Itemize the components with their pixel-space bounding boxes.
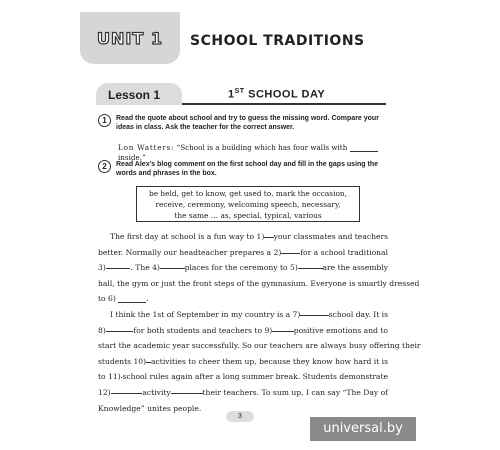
word-box-line: receive, ceremony, welcoming speech, necessary, <box>155 200 341 209</box>
text-segment: to 11) <box>98 372 121 382</box>
text-segment: 12) <box>98 387 111 397</box>
gap-blank[interactable] <box>106 323 134 332</box>
lesson-heading-num: 1 <box>228 88 235 101</box>
unit-tab <box>80 12 180 64</box>
word-box-line: be held, get to know, get used to, mark the occasion, <box>148 189 348 198</box>
text-segment: activities to cheer them up, because they know how hard it is <box>151 356 388 366</box>
gap-blank[interactable] <box>272 323 293 332</box>
gap-blank[interactable] <box>281 245 300 254</box>
text-segment: for both students and teachers to 9) <box>133 325 273 335</box>
text-segment: . <box>146 294 149 304</box>
text-line <box>98 323 388 339</box>
text-segment: 3) <box>98 263 106 273</box>
task-number: 1 <box>98 114 111 127</box>
gap-blank[interactable] <box>300 307 328 316</box>
text-line <box>98 369 388 385</box>
text-line <box>98 245 388 261</box>
lesson-heading-sup: ST <box>234 88 245 95</box>
text-line: start the academic year successfully. So our teachers are always busy offering their <box>98 341 421 351</box>
gap-blank[interactable] <box>118 294 149 304</box>
paragraph-1 <box>98 229 420 307</box>
task-number: 2 <box>98 160 111 173</box>
gap-blank[interactable] <box>264 229 273 238</box>
gap-blank[interactable] <box>111 385 143 394</box>
gap-blank[interactable] <box>171 385 203 394</box>
lesson-header <box>96 83 386 105</box>
text-segment: to 6) <box>98 294 116 304</box>
lesson-heading-rest: SCHOOL DAY <box>244 88 326 101</box>
word-box <box>136 186 360 222</box>
gap-blank[interactable] <box>106 260 131 269</box>
watermark: universal.by <box>310 417 416 441</box>
task-instruction: Read Alex’s blog comment on the first school day and fill in the gaps using the words and phrases in the box. <box>116 161 379 177</box>
text-line <box>98 260 388 276</box>
text-segment: activity <box>142 387 171 397</box>
quote-text-start: “School is a building which has four walls with <box>174 143 350 152</box>
text-segment: for a school traditional <box>300 247 388 257</box>
page-number: 3 <box>226 411 254 422</box>
text-line: hall, the gym or just the front steps of the gymnasium. Everyone is smartly dressed <box>98 278 420 288</box>
text-line <box>98 307 388 323</box>
text-segment: 8) <box>98 325 106 335</box>
text-segment: I think the 1st of September in my country is a 7) <box>110 310 301 319</box>
text-line <box>98 354 388 370</box>
paragraph-2 <box>98 307 421 416</box>
unit-title: SCHOOL TRADITIONS <box>190 33 365 49</box>
text-segment: your classmates and teachers <box>273 232 388 241</box>
text-line <box>98 229 388 245</box>
text-line: Knowledge” unites people. <box>98 403 202 413</box>
lesson-heading <box>228 88 325 101</box>
text-segment: students 10) <box>98 356 147 366</box>
text-line <box>98 385 388 401</box>
quote-text-end: inside.” <box>118 153 146 162</box>
text-segment: school day. It is <box>328 310 388 319</box>
lesson-tab: Lesson 1 <box>96 83 182 105</box>
text-segment: positive emotions and to <box>293 325 388 335</box>
text-line <box>98 291 388 307</box>
gap-blank[interactable] <box>298 260 323 269</box>
task-instruction: Read the quote about school and try to guess the missing word. Compare your ideas in class. Ask the teacher for the correct answer. <box>116 115 379 131</box>
word-box-line: the same … as, special, typical, various <box>174 211 322 220</box>
text-segment: their teachers. To sum up, I can say “The Day of <box>202 387 388 397</box>
text-segment: are the assembly <box>322 263 389 273</box>
text-segment: better. Normally our headteacher prepares a 2) <box>98 247 282 257</box>
text-segment: . The 4) <box>130 263 160 273</box>
gap-blank[interactable] <box>160 260 185 269</box>
quote-author: Lon Watters: <box>118 143 175 152</box>
text-segment: school rules again after a long summer break. Students demonstrate <box>122 372 388 382</box>
unit-label: UNIT 1 <box>97 28 163 48</box>
quote-blank[interactable] <box>350 143 378 152</box>
text-segment: places for the ceremony to 5) <box>184 263 298 273</box>
text-segment: The first day at school is a fun way to 1) <box>110 232 265 241</box>
